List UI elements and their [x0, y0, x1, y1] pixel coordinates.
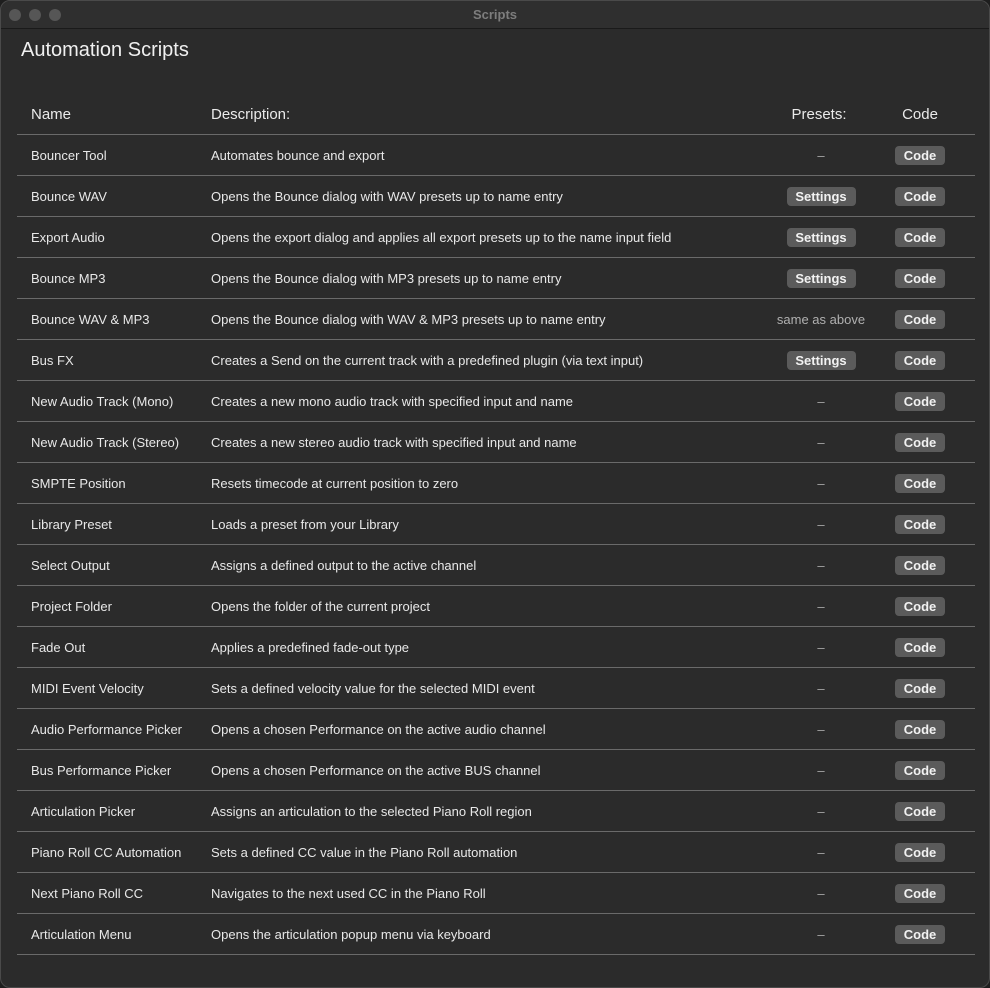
code-cell — [879, 504, 961, 544]
code-cell — [879, 422, 961, 462]
settings-button[interactable]: Settings — [787, 228, 856, 247]
presets-cell — [765, 299, 877, 339]
script-description: Opens the Bounce dialog with WAV presets up to name entry — [211, 188, 563, 204]
code-button[interactable]: Code — [895, 884, 945, 903]
header-presets: Presets: — [791, 105, 847, 123]
no-presets-dash: – — [817, 803, 825, 819]
script-name: Next Piano Roll CC — [31, 885, 143, 901]
code-button[interactable]: Code — [895, 720, 945, 739]
no-presets-dash: – — [817, 147, 825, 163]
presets-cell — [765, 627, 877, 667]
scripts-table — [17, 94, 975, 955]
presets-cell — [765, 668, 877, 708]
presets-cell — [765, 176, 877, 216]
script-name: Bounce MP3 — [31, 270, 106, 286]
code-button[interactable]: Code — [895, 474, 945, 493]
script-name: Fade Out — [31, 639, 86, 655]
table-row — [17, 750, 975, 791]
script-name: Audio Performance Picker — [31, 721, 183, 737]
code-cell — [879, 627, 961, 667]
script-description: Opens the Bounce dialog with WAV & MP3 presets up to name entry — [211, 311, 606, 327]
script-description: Automates bounce and export — [211, 147, 385, 163]
script-description: Assigns an articulation to the selected Piano Roll region — [211, 803, 532, 819]
presets-note: same as above — [776, 311, 866, 327]
script-description: Opens the export dialog and applies all export presets up to the name input field — [211, 229, 672, 245]
script-name: SMPTE Position — [31, 475, 126, 491]
script-description: Opens the Bounce dialog with MP3 presets up to name entry — [211, 270, 562, 286]
script-name: Piano Roll CC Automation — [31, 844, 182, 860]
script-description: Resets timecode at current position to zero — [211, 475, 459, 491]
presets-cell — [765, 832, 877, 872]
table-row — [17, 135, 975, 176]
table-row — [17, 504, 975, 545]
script-description: Sets a defined CC value in the Piano Roll automation — [211, 844, 518, 860]
script-description: Navigates to the next used CC in the Piano Roll — [211, 885, 486, 901]
header-name: Name — [31, 105, 72, 123]
script-name: Project Folder — [31, 598, 112, 614]
code-cell — [879, 709, 961, 749]
header-description: Description: — [211, 105, 291, 123]
presets-cell — [765, 422, 877, 462]
table-row — [17, 258, 975, 299]
script-name: Library Preset — [31, 516, 112, 532]
presets-cell — [765, 709, 877, 749]
code-button[interactable]: Code — [895, 597, 945, 616]
title-bar — [1, 1, 989, 29]
script-description: Creates a Send on the current track with a predefined plugin (via text input) — [211, 352, 644, 368]
code-cell — [879, 832, 961, 872]
presets-cell — [765, 381, 877, 421]
table-row — [17, 176, 975, 217]
table-body — [17, 135, 975, 955]
script-description: Loads a preset from your Library — [211, 516, 399, 532]
table-row — [17, 791, 975, 832]
presets-cell — [765, 791, 877, 831]
no-presets-dash: – — [817, 598, 825, 614]
code-button[interactable]: Code — [895, 228, 945, 247]
code-button[interactable]: Code — [895, 269, 945, 288]
no-presets-dash: – — [817, 393, 825, 409]
no-presets-dash: – — [817, 844, 825, 860]
script-name: Bus Performance Picker — [31, 762, 172, 778]
table-row — [17, 586, 975, 627]
script-description: Opens the folder of the current project — [211, 598, 430, 614]
no-presets-dash: – — [817, 885, 825, 901]
presets-cell — [765, 258, 877, 298]
code-cell — [879, 340, 961, 380]
code-button[interactable]: Code — [895, 843, 945, 862]
script-name: New Audio Track (Mono) — [31, 393, 174, 409]
script-name: Bus FX — [31, 352, 74, 368]
code-button[interactable]: Code — [895, 761, 945, 780]
code-button[interactable]: Code — [895, 638, 945, 657]
presets-cell — [765, 750, 877, 790]
table-row — [17, 381, 975, 422]
script-name: MIDI Event Velocity — [31, 680, 144, 696]
settings-button[interactable]: Settings — [787, 187, 856, 206]
code-button[interactable]: Code — [895, 802, 945, 821]
code-button[interactable]: Code — [895, 679, 945, 698]
presets-cell — [765, 217, 877, 257]
code-button[interactable]: Code — [895, 310, 945, 329]
code-cell — [879, 299, 961, 339]
table-row — [17, 545, 975, 586]
table-row — [17, 299, 975, 340]
code-cell — [879, 586, 961, 626]
table-row — [17, 914, 975, 955]
no-presets-dash: – — [817, 475, 825, 491]
presets-cell — [765, 340, 877, 380]
table-row — [17, 422, 975, 463]
presets-cell — [765, 463, 877, 503]
no-presets-dash: – — [817, 926, 825, 942]
code-button[interactable]: Code — [895, 556, 945, 575]
settings-button[interactable]: Settings — [787, 351, 856, 370]
table-row — [17, 873, 975, 914]
code-cell — [879, 381, 961, 421]
table-row — [17, 832, 975, 873]
presets-cell — [765, 586, 877, 626]
script-name: Bouncer Tool — [31, 147, 107, 163]
code-cell — [879, 668, 961, 708]
code-button[interactable]: Code — [895, 433, 945, 452]
script-description: Applies a predefined fade-out type — [211, 639, 410, 655]
script-description: Opens a chosen Performance on the active BUS channel — [211, 762, 541, 778]
script-description: Creates a new stereo audio track with specified input and name — [211, 434, 577, 450]
no-presets-dash: – — [817, 639, 825, 655]
code-button[interactable]: Code — [895, 351, 945, 370]
code-cell — [879, 258, 961, 298]
code-cell — [879, 873, 961, 913]
table-row — [17, 668, 975, 709]
code-cell — [879, 176, 961, 216]
script-description: Assigns a defined output to the active channel — [211, 557, 477, 573]
code-button[interactable]: Code — [895, 515, 945, 534]
table-header — [17, 94, 975, 135]
code-button[interactable]: Code — [895, 392, 945, 411]
script-name: Articulation Picker — [31, 803, 136, 819]
code-cell — [879, 463, 961, 503]
script-name: Articulation Menu — [31, 926, 132, 942]
script-name: New Audio Track (Stereo) — [31, 434, 180, 450]
code-button[interactable]: Code — [895, 146, 945, 165]
script-description: Opens the articulation popup menu via keyboard — [211, 926, 491, 942]
script-name: Export Audio — [31, 229, 105, 245]
script-name: Select Output — [31, 557, 110, 573]
script-name: Bounce WAV — [31, 188, 107, 204]
table-row — [17, 463, 975, 504]
no-presets-dash: – — [817, 434, 825, 450]
script-description: Sets a defined velocity value for the selected MIDI event — [211, 680, 535, 696]
no-presets-dash: – — [817, 680, 825, 696]
window-title: Scripts — [472, 7, 518, 22]
presets-cell — [765, 504, 877, 544]
code-cell — [879, 135, 961, 175]
code-button[interactable]: Code — [895, 925, 945, 944]
code-cell — [879, 791, 961, 831]
code-cell — [879, 545, 961, 585]
presets-cell — [765, 545, 877, 585]
script-name: Bounce WAV & MP3 — [31, 311, 150, 327]
table-row — [17, 217, 975, 258]
table-row — [17, 709, 975, 750]
no-presets-dash: – — [817, 557, 825, 573]
table-row — [17, 627, 975, 668]
code-cell — [879, 217, 961, 257]
presets-cell — [765, 914, 877, 954]
code-button[interactable]: Code — [895, 187, 945, 206]
no-presets-dash: – — [817, 721, 825, 737]
page-title: Automation Scripts — [21, 39, 189, 61]
settings-button[interactable]: Settings — [787, 269, 856, 288]
table-row — [17, 340, 975, 381]
code-cell — [879, 914, 961, 954]
presets-cell — [765, 873, 877, 913]
presets-cell — [765, 135, 877, 175]
script-description: Creates a new mono audio track with specified input and name — [211, 393, 574, 409]
no-presets-dash: – — [817, 762, 825, 778]
no-presets-dash: – — [817, 516, 825, 532]
script-description: Opens a chosen Performance on the active audio channel — [211, 721, 546, 737]
header-code: Code — [902, 105, 938, 123]
code-cell — [879, 750, 961, 790]
